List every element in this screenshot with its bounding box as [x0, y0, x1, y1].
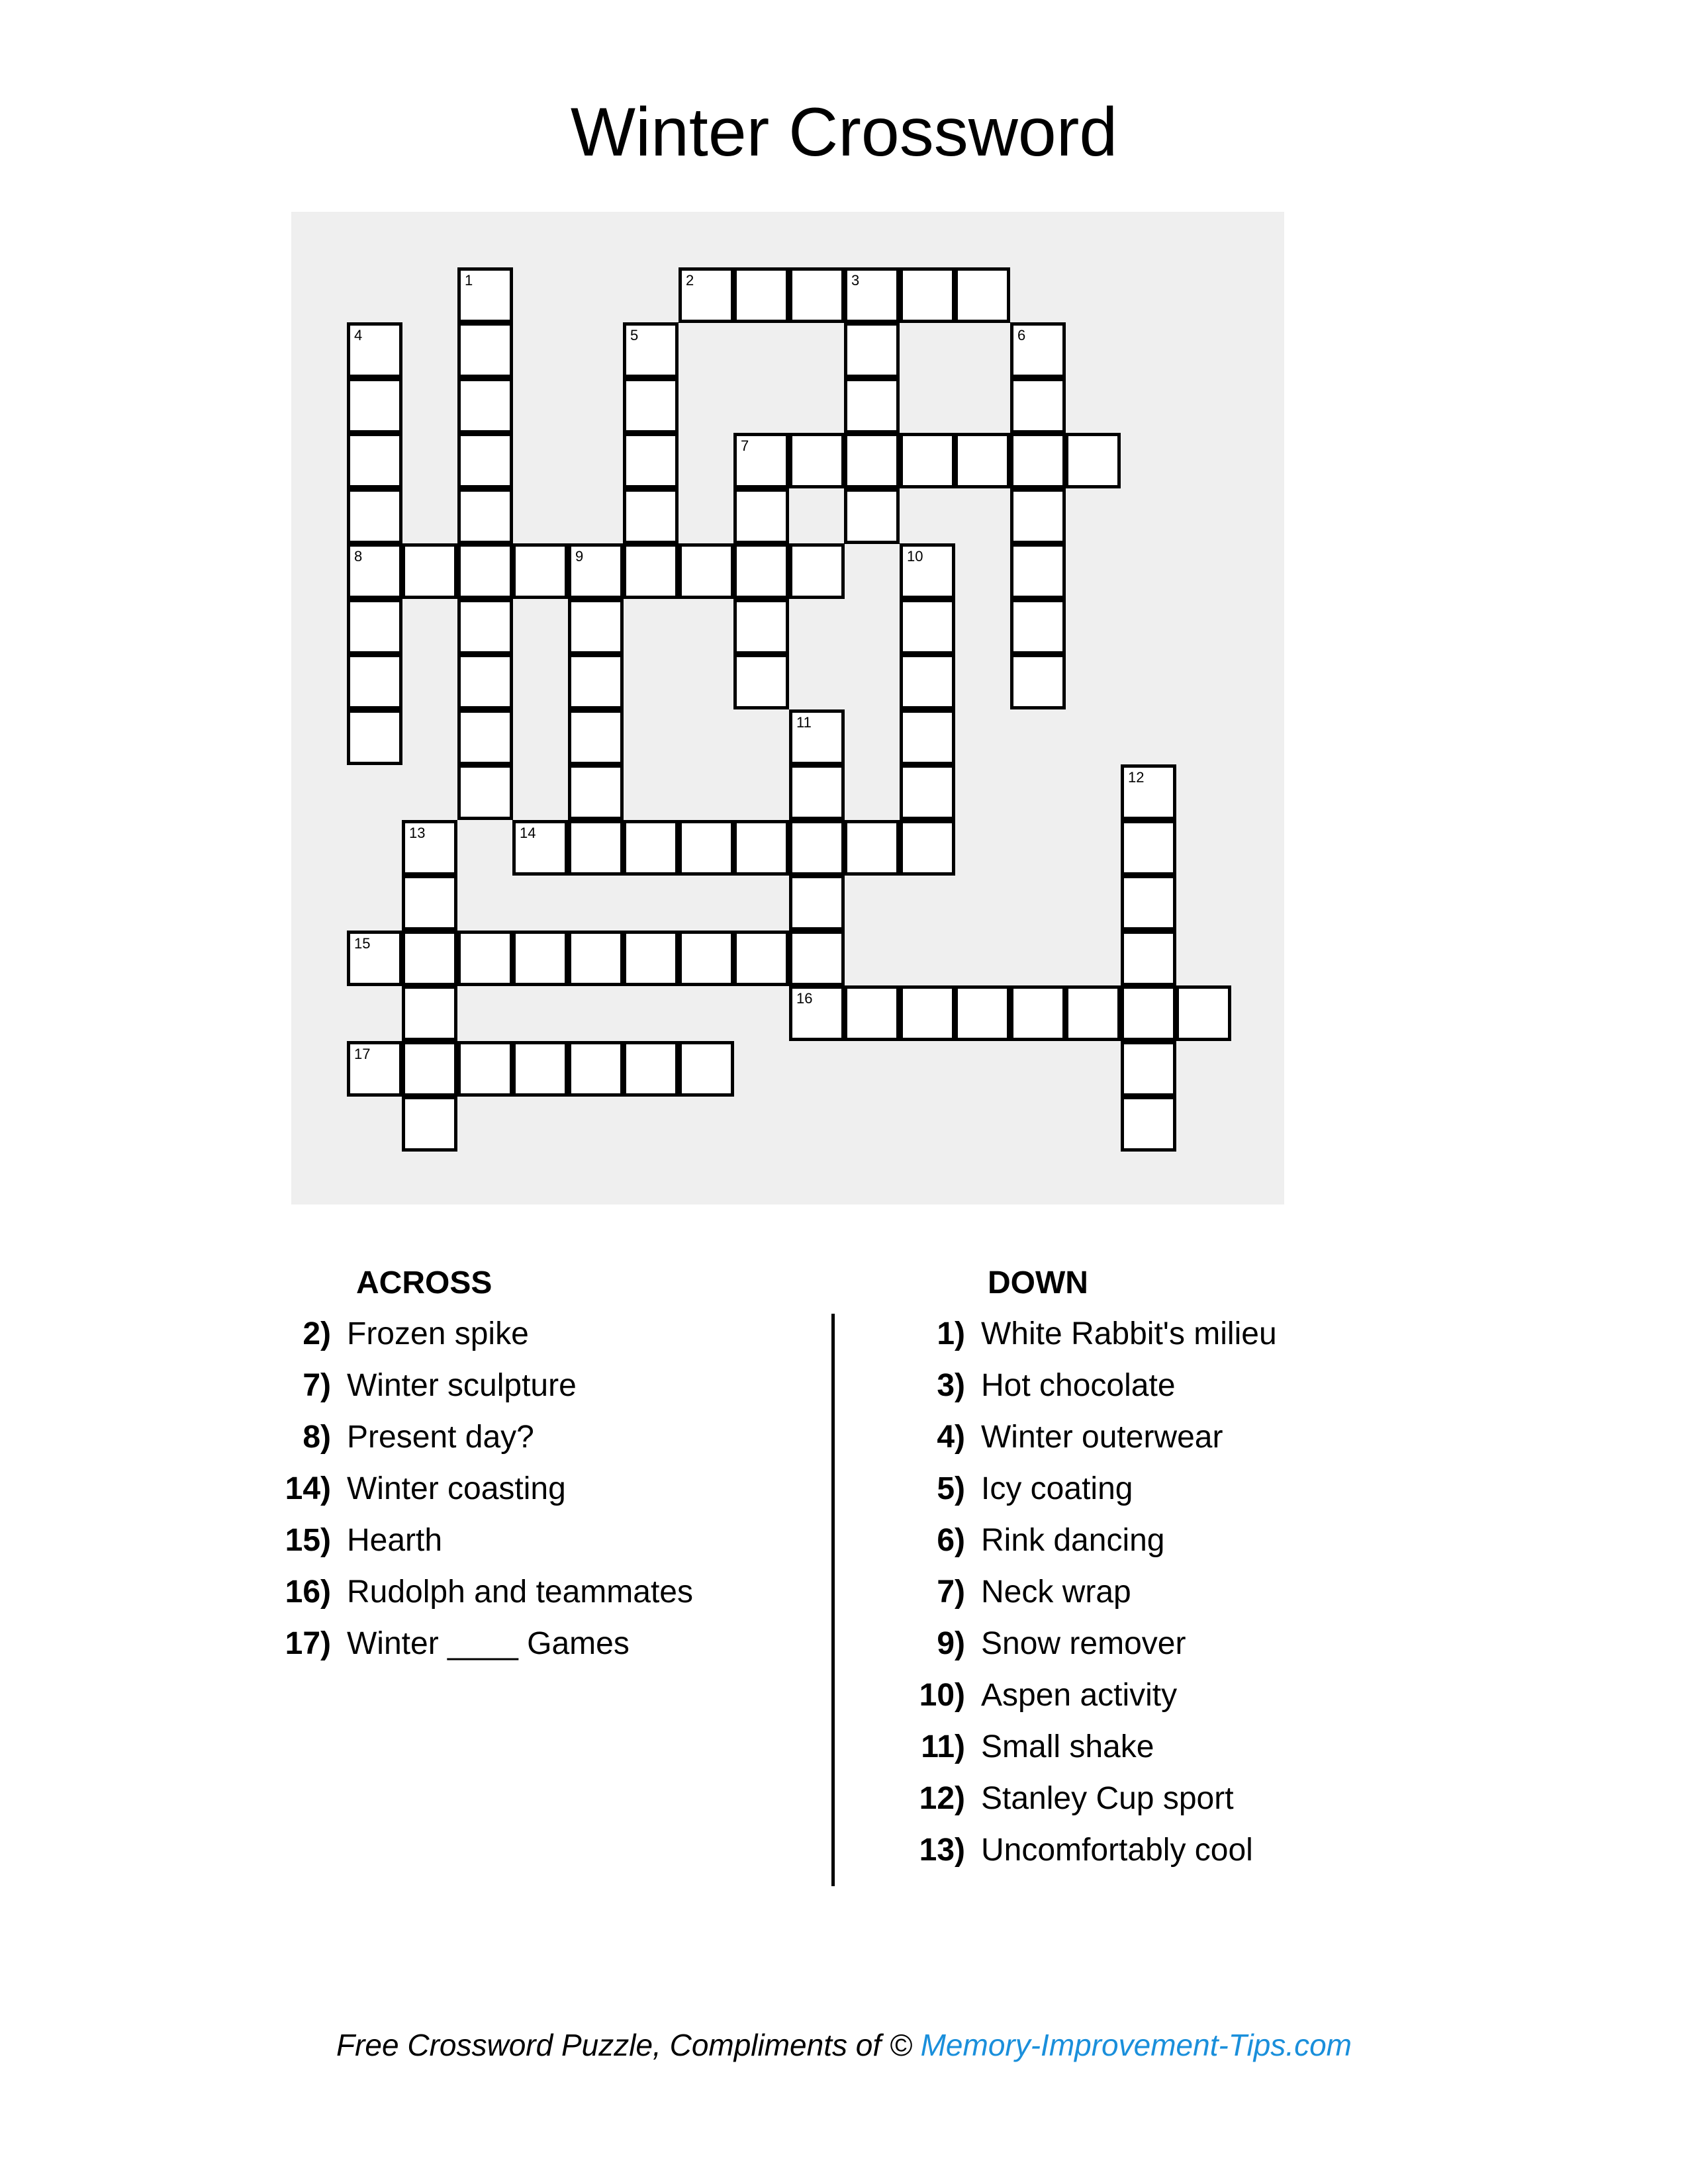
- footer-link[interactable]: Memory-Improvement-Tips.com: [920, 2028, 1352, 2062]
- clue-across: [303, 1365, 693, 1417]
- crossword-cell[interactable]: [1121, 1041, 1176, 1097]
- cell-number: 9: [575, 548, 584, 565]
- crossword-cell[interactable]: [955, 985, 1010, 1041]
- crossword-cell[interactable]: [733, 433, 789, 488]
- crossword-cell[interactable]: [1065, 433, 1121, 488]
- clue-down: [937, 1314, 1277, 1365]
- crossword-cell[interactable]: [347, 654, 402, 709]
- crossword-cell[interactable]: [900, 820, 955, 876]
- crossword-cell[interactable]: [623, 433, 679, 488]
- crossword-cell[interactable]: [347, 709, 402, 765]
- crossword-cell[interactable]: [347, 488, 402, 544]
- crossword-cell[interactable]: [900, 433, 955, 488]
- clue-number: 1): [937, 1316, 965, 1351]
- clue-number: 7): [303, 1368, 331, 1403]
- cell-number: 2: [686, 272, 694, 289]
- crossword-cell[interactable]: [789, 820, 845, 876]
- crossword-cell[interactable]: [679, 931, 734, 986]
- clue-number: 8): [303, 1420, 331, 1455]
- crossword-cell[interactable]: [347, 543, 402, 599]
- clue-text: Small shake: [981, 1729, 1154, 1764]
- crossword-cell[interactable]: [900, 543, 955, 599]
- crossword-cell[interactable]: [1010, 654, 1066, 709]
- page-title: Winter Crossword: [570, 94, 1118, 171]
- crossword-cell[interactable]: [900, 709, 955, 765]
- clue-down: [937, 1520, 1277, 1572]
- crossword-cell[interactable]: [844, 378, 900, 433]
- clue-across: [285, 1623, 693, 1675]
- clue-number: 11): [921, 1729, 965, 1764]
- crossword-cell[interactable]: [568, 931, 624, 986]
- crossword-cell[interactable]: [402, 985, 457, 1041]
- crossword-cell[interactable]: [955, 267, 1010, 323]
- crossword-cell[interactable]: [844, 820, 900, 876]
- crossword-cell[interactable]: [568, 1041, 624, 1097]
- clue-number: 12): [919, 1781, 965, 1816]
- crossword-cell[interactable]: [623, 820, 679, 876]
- crossword-cell[interactable]: [568, 709, 624, 765]
- crossword-cell[interactable]: [623, 322, 679, 378]
- clue-text: Present day?: [347, 1420, 534, 1455]
- crossword-cell[interactable]: [679, 1041, 734, 1097]
- clue-across: [303, 1314, 693, 1365]
- crossword-cell[interactable]: [733, 543, 789, 599]
- crossword-cell[interactable]: [457, 267, 513, 323]
- crossword-cell[interactable]: [512, 931, 568, 986]
- crossword-cell[interactable]: [900, 985, 955, 1041]
- crossword-cell[interactable]: [900, 267, 955, 323]
- clue-text: Frozen spike: [347, 1316, 529, 1351]
- crossword-cell[interactable]: [402, 875, 457, 931]
- clue-across: [285, 1572, 693, 1623]
- crossword-cell[interactable]: [1010, 599, 1066, 655]
- clue-text: Winter coasting: [347, 1471, 566, 1506]
- crossword-cell[interactable]: [347, 378, 402, 433]
- crossword-cell[interactable]: [512, 543, 568, 599]
- crossword-cell[interactable]: [512, 1041, 568, 1097]
- crossword-cell[interactable]: [844, 488, 900, 544]
- crossword-cell[interactable]: [1176, 985, 1231, 1041]
- crossword-cell[interactable]: [457, 709, 513, 765]
- crossword-cell[interactable]: [733, 267, 789, 323]
- crossword-cell[interactable]: [789, 875, 845, 931]
- clue-number: 2): [303, 1316, 331, 1351]
- crossword-cell[interactable]: [457, 322, 513, 378]
- cell-number: 17: [354, 1046, 371, 1062]
- cell-number: 5: [630, 327, 639, 343]
- crossword-cell[interactable]: [1010, 378, 1066, 433]
- crossword-cell[interactable]: [733, 820, 789, 876]
- crossword-cell[interactable]: [789, 267, 845, 323]
- crossword-cell[interactable]: [733, 654, 789, 709]
- crossword-cell[interactable]: [457, 433, 513, 488]
- clue-number: 16): [285, 1574, 331, 1610]
- crossword-cell[interactable]: [679, 543, 734, 599]
- crossword-cell[interactable]: [679, 267, 734, 323]
- crossword-cell[interactable]: [457, 378, 513, 433]
- crossword-cell[interactable]: [1010, 985, 1066, 1041]
- clue-text: Rudolph and teammates: [347, 1574, 693, 1610]
- crossword-cell[interactable]: [900, 599, 955, 655]
- clue-text: Neck wrap: [981, 1574, 1131, 1610]
- crossword-cell[interactable]: [512, 820, 568, 876]
- clue-number: 4): [937, 1420, 965, 1455]
- crossword-cell[interactable]: [900, 764, 955, 820]
- crossword-cell[interactable]: [623, 931, 679, 986]
- crossword-cell[interactable]: [955, 433, 1010, 488]
- clue-text: Rink dancing: [981, 1523, 1165, 1558]
- crossword-cell[interactable]: [733, 488, 789, 544]
- crossword-cell[interactable]: [623, 543, 679, 599]
- crossword-cell[interactable]: [402, 1096, 457, 1152]
- crossword-cell[interactable]: [1121, 764, 1176, 820]
- clue-down: [919, 1778, 1277, 1830]
- footer-text: Free Crossword Puzzle, Compliments of ©: [336, 2028, 921, 2062]
- crossword-cell[interactable]: [623, 1041, 679, 1097]
- crossword-cell[interactable]: [347, 322, 402, 378]
- clue-number: 14): [285, 1471, 331, 1506]
- cell-number: 8: [354, 548, 363, 565]
- clue-number: 3): [937, 1368, 965, 1403]
- clue-down: [937, 1469, 1277, 1520]
- clue-text: Uncomfortably cool: [981, 1833, 1253, 1868]
- crossword-cell[interactable]: [1010, 433, 1066, 488]
- clue-divider: [831, 1314, 835, 1886]
- crossword-cell[interactable]: [402, 543, 457, 599]
- clue-number: 13): [919, 1833, 965, 1868]
- clue-text: Hearth: [347, 1523, 443, 1558]
- crossword-cell[interactable]: [457, 543, 513, 599]
- crossword-cell[interactable]: [789, 985, 845, 1041]
- clue-down: [921, 1727, 1277, 1778]
- across-heading: ACROSS: [356, 1265, 492, 1300]
- crossword-cell[interactable]: [568, 654, 624, 709]
- crossword-cell[interactable]: [1121, 985, 1176, 1041]
- clue-down: [919, 1675, 1277, 1727]
- clue-down: [937, 1572, 1277, 1623]
- clue-number: 17): [285, 1626, 331, 1661]
- crossword-cell[interactable]: [457, 654, 513, 709]
- crossword-cell[interactable]: [844, 267, 900, 323]
- crossword-cell[interactable]: [844, 985, 900, 1041]
- footer-credit: [0, 2025, 1688, 2065]
- crossword-cell[interactable]: [789, 433, 845, 488]
- crossword-cell[interactable]: [679, 820, 734, 876]
- crossword-cell[interactable]: [623, 488, 679, 544]
- clue-text: Hot chocolate: [981, 1368, 1176, 1403]
- crossword-cell[interactable]: [789, 709, 845, 765]
- clue-text: Aspen activity: [981, 1678, 1178, 1713]
- crossword-cell[interactable]: [568, 764, 624, 820]
- cell-number: 1: [465, 272, 473, 289]
- crossword-cell[interactable]: [457, 599, 513, 655]
- clue-across: [303, 1417, 693, 1469]
- crossword-cell[interactable]: [1010, 488, 1066, 544]
- clue-across: [285, 1469, 693, 1520]
- crossword-cell[interactable]: [457, 931, 513, 986]
- clue-text: Winter outerwear: [981, 1420, 1223, 1455]
- crossword-cell[interactable]: [789, 543, 845, 599]
- crossword-cell[interactable]: [568, 543, 624, 599]
- crossword-cell[interactable]: [347, 931, 402, 986]
- crossword-cell[interactable]: [402, 820, 457, 876]
- clue-down: [937, 1623, 1277, 1675]
- crossword-cell[interactable]: [733, 931, 789, 986]
- clue-text: Stanley Cup sport: [981, 1781, 1234, 1816]
- crossword-cell[interactable]: [733, 599, 789, 655]
- clue-number: 9): [937, 1626, 965, 1661]
- down-heading: DOWN: [988, 1265, 1088, 1300]
- crossword-cell[interactable]: [568, 599, 624, 655]
- clue-down: [937, 1417, 1277, 1469]
- crossword-cell[interactable]: [402, 1041, 457, 1097]
- crossword-cell[interactable]: [789, 931, 845, 986]
- crossword-cell[interactable]: [457, 764, 513, 820]
- crossword-cell[interactable]: [402, 931, 457, 986]
- clue-down: [919, 1830, 1277, 1882]
- cell-number: 7: [741, 437, 749, 454]
- crossword-cell[interactable]: [347, 433, 402, 488]
- clue-across: [285, 1520, 693, 1572]
- cell-number: 13: [409, 825, 426, 841]
- cell-number: 10: [907, 548, 923, 565]
- crossword-cell[interactable]: [1121, 875, 1176, 931]
- crossword-cell[interactable]: [347, 599, 402, 655]
- cell-number: 11: [796, 714, 812, 731]
- cell-number: 15: [354, 935, 371, 952]
- crossword-cell[interactable]: [457, 1041, 513, 1097]
- cell-number: 6: [1017, 327, 1026, 343]
- clue-number: 10): [919, 1678, 965, 1713]
- crossword-cell[interactable]: [1065, 985, 1121, 1041]
- down-clue-list: [919, 1314, 1277, 1882]
- crossword-cell[interactable]: [347, 1041, 402, 1097]
- cell-number: 16: [796, 990, 813, 1007]
- clue-text: Winter sculpture: [347, 1368, 577, 1403]
- clue-text: Snow remover: [981, 1626, 1186, 1661]
- crossword-cell[interactable]: [900, 654, 955, 709]
- crossword-cell[interactable]: [1121, 820, 1176, 876]
- crossword-cell[interactable]: [844, 322, 900, 378]
- clue-number: 5): [937, 1471, 965, 1506]
- clue-number: 15): [285, 1523, 331, 1558]
- cell-number: 12: [1128, 769, 1145, 786]
- crossword-cell[interactable]: [457, 488, 513, 544]
- crossword-cell[interactable]: [1010, 322, 1066, 378]
- across-clue-list: [285, 1314, 693, 1675]
- crossword-cell[interactable]: [789, 764, 845, 820]
- clue-text: Winter ____ Games: [347, 1626, 630, 1661]
- crossword-cell[interactable]: [623, 378, 679, 433]
- crossword-cell[interactable]: [1121, 1096, 1176, 1152]
- crossword-cell[interactable]: [844, 433, 900, 488]
- cell-number: 14: [520, 825, 536, 841]
- crossword-cell[interactable]: [568, 820, 624, 876]
- crossword-cell[interactable]: [1121, 931, 1176, 986]
- crossword-cell[interactable]: [1010, 543, 1066, 599]
- clue-down: [937, 1365, 1277, 1417]
- cell-number: 3: [851, 272, 860, 289]
- clue-text: Icy coating: [981, 1471, 1133, 1506]
- cell-number: 4: [354, 327, 363, 343]
- clue-number: 7): [937, 1574, 965, 1610]
- clue-text: White Rabbit's milieu: [981, 1316, 1277, 1351]
- clue-number: 6): [937, 1523, 965, 1558]
